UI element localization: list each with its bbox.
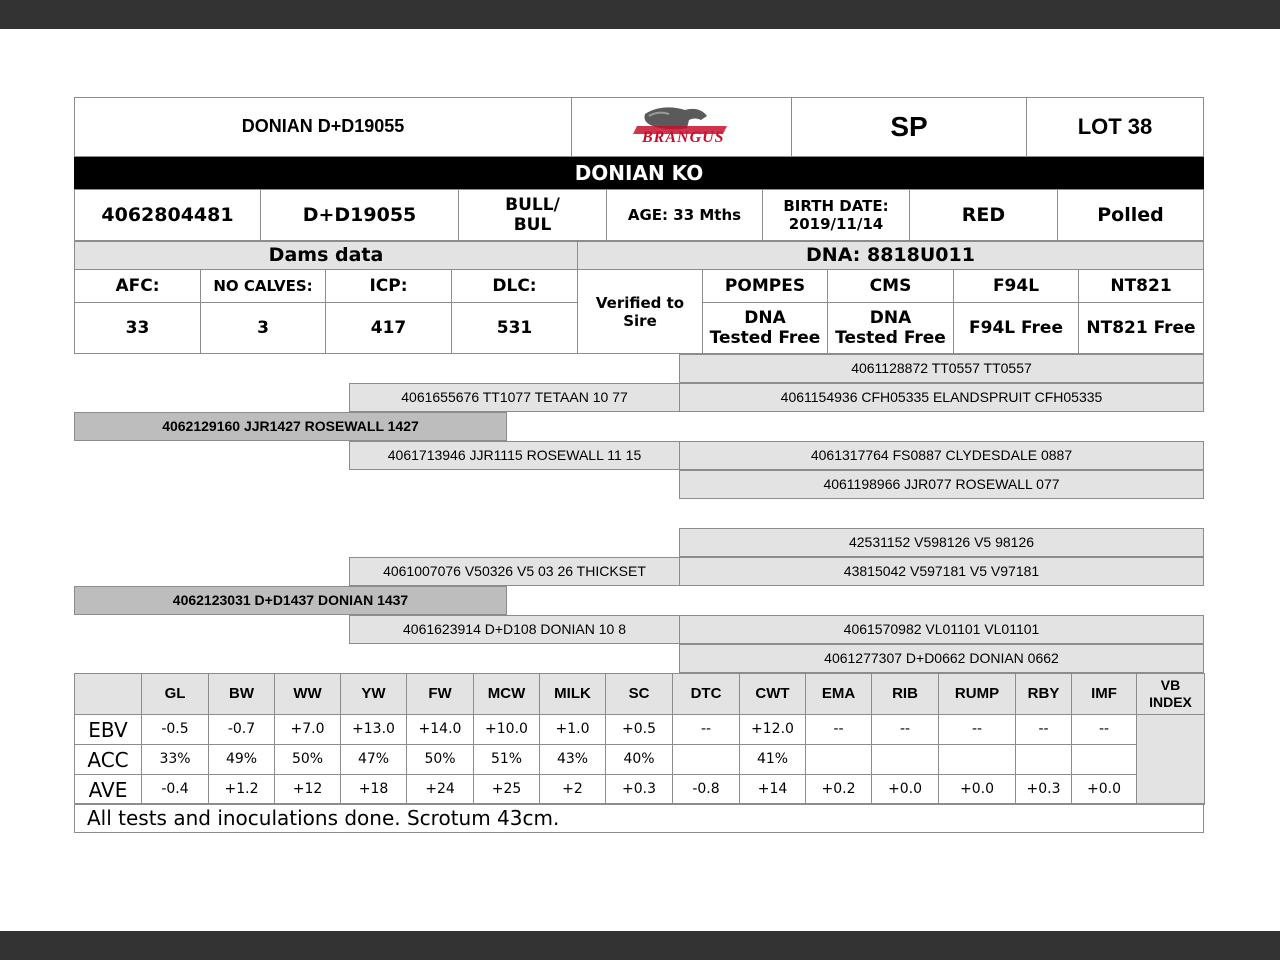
ebv-cell-ave-mcw-text: +25: [491, 781, 522, 798]
ebv-cell-ebv-imf: [1071, 714, 1137, 745]
age: AGE: 33 Mths: [627, 206, 742, 224]
ebv-cell-ave-milk: [539, 774, 606, 805]
verified-line-1: Verified to: [595, 293, 685, 312]
ebv-cell-ebv-sc-text: +0.5: [622, 721, 656, 738]
f94l-label-cell: [953, 269, 1079, 303]
pedigree-ddd: [679, 644, 1204, 673]
sp-cell: [791, 97, 1027, 157]
ebv-cell-ebv-fw: [406, 714, 474, 745]
sire-dam-text: 4061713946 JJR1115 ROSEWALL 11 15: [387, 447, 642, 464]
ebv-cell-acc-yw: [340, 744, 407, 775]
ebv-cell-ebv-imf-text: --: [1098, 721, 1110, 738]
ebv-row-label-ave-text: AVE: [88, 777, 128, 802]
ebv-header-rump-text: RUMP: [954, 685, 1000, 702]
ebv-header-ww-text: WW: [293, 685, 322, 702]
ebv-header-bw: [208, 673, 275, 715]
ebv-cell-ave-ema: [805, 774, 872, 805]
dlc-value: 531: [496, 317, 533, 338]
sss-text: 4061128872 TT0557 TT0557: [851, 360, 1032, 377]
ebv-cell-ave-sc: [605, 774, 673, 805]
ebv-cell-ebv-yw: [340, 714, 407, 745]
icp-label-cell: [325, 269, 452, 303]
dss-text: 42531152 V598126 V5 98126: [848, 534, 1035, 551]
dam-text: 4062123031 D+D1437 DONIAN 1437: [172, 592, 409, 609]
nt821-label: NT821: [1110, 275, 1172, 296]
ebv-header-milk: [539, 673, 606, 715]
dds-text: 4061570982 VL01101 VL01101: [843, 621, 1040, 638]
ebv-header-rib: [871, 673, 939, 715]
sdd-text: 4061198966 JJR077 ROSEWALL 077: [823, 476, 1060, 493]
pedigree-dss: [679, 528, 1204, 557]
no-calves-value-cell: [200, 302, 326, 354]
ebv-header-ema-text: EMA: [821, 685, 856, 702]
animal-id: DONIAN D+D19055: [241, 116, 405, 137]
birth-date: 2019/11/14: [788, 215, 884, 233]
lot-cell: [1026, 97, 1204, 157]
ebv-cell-ebv-gl: [141, 714, 209, 745]
ebv-cell-ave-bw: [208, 774, 275, 805]
ebv-cell-ave-gl: [141, 774, 209, 805]
ebv-header-rib-text: RIB: [892, 685, 918, 702]
ebv-header-milk-text: MILK: [554, 685, 591, 702]
dams-data-header: [74, 241, 578, 270]
registration-number-cell: [74, 189, 261, 241]
cms-result-line-2: Tested Free: [835, 328, 946, 348]
ssd-text: 4061154936 CFH05335 ELANDSPRUIT CFH05335: [780, 389, 1103, 406]
nt821-result-cell: [1078, 302, 1204, 354]
no-calves-label-cell: [200, 269, 326, 303]
ebv-corner-cell: [74, 673, 142, 715]
birth-date-cell: [762, 189, 910, 241]
vb-index-vb-line2: INDEX: [1149, 694, 1192, 710]
nt821-label-cell: [1078, 269, 1204, 303]
ebv-cell-ebv-milk: [539, 714, 606, 745]
sex-line-2: BUL: [513, 215, 552, 235]
ebv-cell-ebv-ema-text: --: [833, 721, 844, 738]
ebv-header-yw: [340, 673, 407, 715]
afc-value-cell: [74, 302, 201, 354]
ebv-cell-ebv-bw-text: -0.7: [227, 721, 256, 738]
ebv-row-label-ebv-text: EBV: [88, 717, 128, 742]
pompes-label: POMPES: [724, 275, 806, 296]
nt821-result: NT821 Free: [1086, 317, 1196, 338]
ebv-cell-ebv-mcw-text: +10.0: [485, 721, 528, 738]
pedigree-sdd: [679, 470, 1204, 499]
cms-label-cell: [827, 269, 954, 303]
ebv-cell-ebv-mcw: [473, 714, 540, 745]
ebv-header-gl-text: GL: [164, 685, 186, 702]
ebv-header-imf: [1071, 673, 1137, 715]
vb-index-header: [1136, 673, 1205, 715]
ebv-header-bw-text: BW: [229, 685, 254, 702]
ebv-header-ww: [274, 673, 341, 715]
horn-status: Polled: [1097, 203, 1164, 226]
note-row: [74, 803, 1204, 833]
icp-value-cell: [325, 302, 452, 354]
sds-text: 4061317764 FS0887 CLYDESDALE 0887: [810, 447, 1073, 464]
age-cell: [606, 189, 763, 241]
sp-label: SP: [890, 111, 928, 143]
note-text: All tests and inoculations done. Scrotum 43cm.: [87, 806, 560, 830]
ebv-cell-ebv-ema: [805, 714, 872, 745]
animal-id-cell: [74, 97, 572, 157]
ebv-cell-ebv-milk-text: +1.0: [555, 721, 590, 738]
ebv-cell-ebv-yw-text: +13.0: [352, 721, 395, 738]
ebv-header-sc: [605, 673, 673, 715]
pompes-result-line-2: Tested Free: [709, 328, 821, 348]
f94l-label: F94L: [992, 275, 1040, 296]
ebv-cell-acc-gl: [141, 744, 209, 775]
ebv-cell-acc-fw: [406, 744, 474, 775]
ebv-header-sc-text: SC: [628, 685, 650, 702]
pedigree-ssd: [679, 383, 1204, 412]
afc-label-cell: [74, 269, 201, 303]
ebv-cell-ave-mcw: [473, 774, 540, 805]
ebv-cell-acc-rump: [938, 744, 1016, 775]
ebv-row-label-ebv: [74, 714, 142, 745]
f94l-result-cell: [953, 302, 1079, 354]
ebv-cell-acc-gl-text: 33%: [159, 751, 191, 768]
ebv-cell-acc-yw-text: 47%: [357, 751, 390, 768]
ebv-cell-acc-milk-text: 43%: [556, 751, 589, 768]
ebv-cell-acc-ema: [805, 744, 872, 775]
ebv-cell-acc-cwt: [739, 744, 806, 775]
logo-text: BRANGUS: [642, 129, 725, 146]
ebv-cell-ebv-dtc: [672, 714, 740, 745]
verified-line-2: Sire: [623, 311, 657, 330]
icp-value: 417: [370, 317, 407, 338]
pedigree-dam-dam: [349, 615, 680, 644]
ebv-cell-ebv-rib: [871, 714, 939, 745]
ebv-cell-ave-ema-text: +0.2: [821, 781, 856, 798]
ebv-cell-acc-ww: [274, 744, 341, 775]
pedigree-sire-dam: [349, 441, 680, 470]
ebv-header-rump: [938, 673, 1016, 715]
ebv-cell-ebv-fw-text: +14.0: [418, 721, 462, 738]
ebv-cell-acc-imf: [1071, 744, 1137, 775]
ebv-header-fw: [406, 673, 474, 715]
ebv-cell-ebv-rby-text: --: [1038, 721, 1049, 738]
ebv-row-label-ave: [74, 774, 142, 805]
ebv-cell-ave-milk-text: +2: [562, 781, 583, 798]
dna-header: [577, 241, 1204, 270]
pompes-result-cell: [702, 302, 828, 354]
ebv-cell-acc-sc: [605, 744, 673, 775]
ebv-cell-ave-dtc-text: -0.8: [692, 781, 720, 798]
ebv-header-cwt: [739, 673, 806, 715]
ebv-cell-ave-rib-text: +0.0: [888, 781, 922, 798]
ebv-cell-acc-fw-text: 50%: [424, 751, 456, 768]
ebv-header-rby-text: RBY: [1027, 685, 1060, 702]
ebv-cell-ebv-ww: [274, 714, 341, 745]
ebv-cell-ebv-cwt: [739, 714, 806, 745]
ebv-cell-ave-dtc: [672, 774, 740, 805]
ebv-cell-ebv-rib-text: --: [899, 721, 911, 738]
ebv-header-ema: [805, 673, 872, 715]
ebv-header-rby: [1015, 673, 1072, 715]
horn-cell: [1057, 189, 1204, 241]
ebv-cell-ave-yw: [340, 774, 407, 805]
color-cell: [909, 189, 1058, 241]
pedigree-dam-sire: [349, 557, 680, 586]
ebv-cell-acc-rib: [871, 744, 939, 775]
ebv-cell-ebv-dtc-text: --: [700, 721, 712, 738]
ebv-cell-ave-fw: [406, 774, 474, 805]
brangus-logo: [571, 97, 792, 157]
ebv-cell-ave-yw-text: +18: [358, 781, 389, 798]
ebv-cell-ebv-ww-text: +7.0: [290, 721, 325, 738]
ebv-row-label-acc-text: ACC: [87, 747, 129, 772]
cms-result-line-1: DNA: [869, 307, 912, 328]
ebv-cell-acc-bw-text: 49%: [225, 751, 258, 768]
ebv-header-mcw-text: MCW: [487, 685, 526, 702]
ebv-cell-ebv-cwt-text: +12.0: [751, 721, 794, 738]
ebv-cell-ebv-rump: [938, 714, 1016, 745]
ebv-cell-acc-sc-text: 40%: [623, 751, 655, 768]
ebv-header-gl: [141, 673, 209, 715]
ebv-cell-acc-mcw: [473, 744, 540, 775]
ebv-cell-acc-bw: [208, 744, 275, 775]
dam-dam-text: 4061623914 D+D108 DONIAN 10 8: [403, 621, 626, 638]
ebv-row-label-acc: [74, 744, 142, 775]
cms-label: CMS: [869, 275, 912, 296]
sex-cell: [458, 189, 607, 241]
lot-number: LOT 38: [1077, 113, 1153, 139]
ebv-cell-ebv-rump-text: --: [971, 721, 983, 738]
dlc-value-cell: [451, 302, 578, 354]
pedigree-dds: [679, 615, 1204, 644]
top-frame-bar: [0, 0, 1280, 29]
f94l-result: F94L Free: [969, 317, 1063, 338]
pedigree-sire-sire: [349, 383, 680, 412]
pompes-result-line-1: DNA: [744, 307, 786, 328]
pedigree-sire: [74, 412, 507, 441]
bottom-frame-bar: [0, 931, 1280, 960]
ebv-cell-acc-mcw-text: 51%: [490, 751, 523, 768]
animal-name: DONIAN KO: [574, 161, 704, 185]
pedigree-sss: [679, 354, 1204, 383]
no-calves-value: 3: [257, 317, 269, 338]
sire-text: 4062129160 JJR1427 ROSEWALL 1427: [162, 418, 419, 435]
pedigree-dsd: [679, 557, 1204, 586]
sire-sire-text: 4061655676 TT1077 TETAAN 10 77: [401, 389, 628, 406]
afc-label: AFC:: [115, 275, 160, 296]
dsd-text: 43815042 V597181 V5 V97181: [843, 563, 1040, 580]
ebv-header-cwt-text: CWT: [755, 685, 790, 702]
verified-to-sire-cell: [577, 269, 703, 354]
ebv-cell-ave-rump: [938, 774, 1016, 805]
ebv-cell-ave-cwt-text: +14: [757, 781, 788, 798]
ebv-cell-ebv-rby: [1015, 714, 1072, 745]
ebv-cell-ave-cwt: [739, 774, 806, 805]
ebv-cell-ave-fw-text: +24: [425, 781, 455, 798]
ebv-cell-acc-rby: [1015, 744, 1072, 775]
ebv-cell-ebv-bw: [208, 714, 275, 745]
afc-value: 33: [125, 317, 150, 338]
ebv-cell-acc-cwt-text: 41%: [756, 751, 789, 768]
ebv-cell-ave-rby: [1015, 774, 1072, 805]
herd-code-cell: [260, 189, 459, 241]
ebv-cell-ave-bw-text: +1.2: [224, 781, 259, 798]
pedigree-dam: [74, 586, 507, 615]
color: RED: [961, 203, 1006, 226]
ebv-cell-ave-rump-text: +0.0: [960, 781, 994, 798]
ebv-cell-ave-rib: [871, 774, 939, 805]
cms-result-cell: [827, 302, 954, 354]
ebv-header-dtc-text: DTC: [690, 685, 722, 702]
birth-date-label: BIRTH DATE:: [783, 197, 889, 215]
pedigree-sds: [679, 441, 1204, 470]
ebv-header-mcw: [473, 673, 540, 715]
vb-index-value-cell: [1136, 714, 1205, 805]
ebv-cell-ebv-gl-text: -0.5: [161, 721, 189, 738]
ebv-cell-ave-imf: [1071, 774, 1137, 805]
ebv-cell-acc-dtc: [672, 744, 740, 775]
ebv-header-imf-text: IMF: [1091, 685, 1117, 702]
ebv-header-yw-text: YW: [361, 685, 386, 702]
ebv-cell-ebv-sc: [605, 714, 673, 745]
ebv-cell-ave-ww: [274, 774, 341, 805]
ebv-cell-ave-imf-text: +0.0: [1087, 781, 1121, 798]
dams-data-title: Dams data: [268, 244, 384, 267]
dna-number: DNA: 8818U011: [806, 244, 975, 267]
dam-sire-text: 4061007076 V50326 V5 03 26 THICKSET: [383, 563, 646, 580]
ebv-cell-ave-gl-text: -0.4: [161, 781, 189, 798]
vb-index-vb-line1: VB: [1160, 677, 1181, 694]
no-calves-label: NO CALVES:: [213, 277, 313, 295]
dlc-label-cell: [451, 269, 578, 303]
ebv-cell-acc-ww-text: 50%: [291, 751, 324, 768]
herd-code: D+D19055: [302, 203, 417, 226]
ebv-cell-ave-rby-text: +0.3: [1026, 781, 1061, 798]
icp-label: ICP:: [369, 275, 408, 296]
ebv-header-fw-text: FW: [428, 685, 452, 702]
registration-number: 4062804481: [101, 203, 234, 226]
dlc-label: DLC:: [492, 275, 537, 296]
sex-line-1: BULL/: [505, 194, 560, 215]
ebv-header-dtc: [672, 673, 740, 715]
animal-name-bar: [74, 157, 1204, 189]
ebv-cell-ave-ww-text: +12: [292, 781, 323, 798]
pompes-label-cell: [702, 269, 828, 303]
ebv-cell-ave-sc-text: +0.3: [622, 781, 656, 798]
ddd-text: 4061277307 D+D0662 DONIAN 0662: [824, 650, 1059, 667]
ebv-cell-acc-milk: [539, 744, 606, 775]
